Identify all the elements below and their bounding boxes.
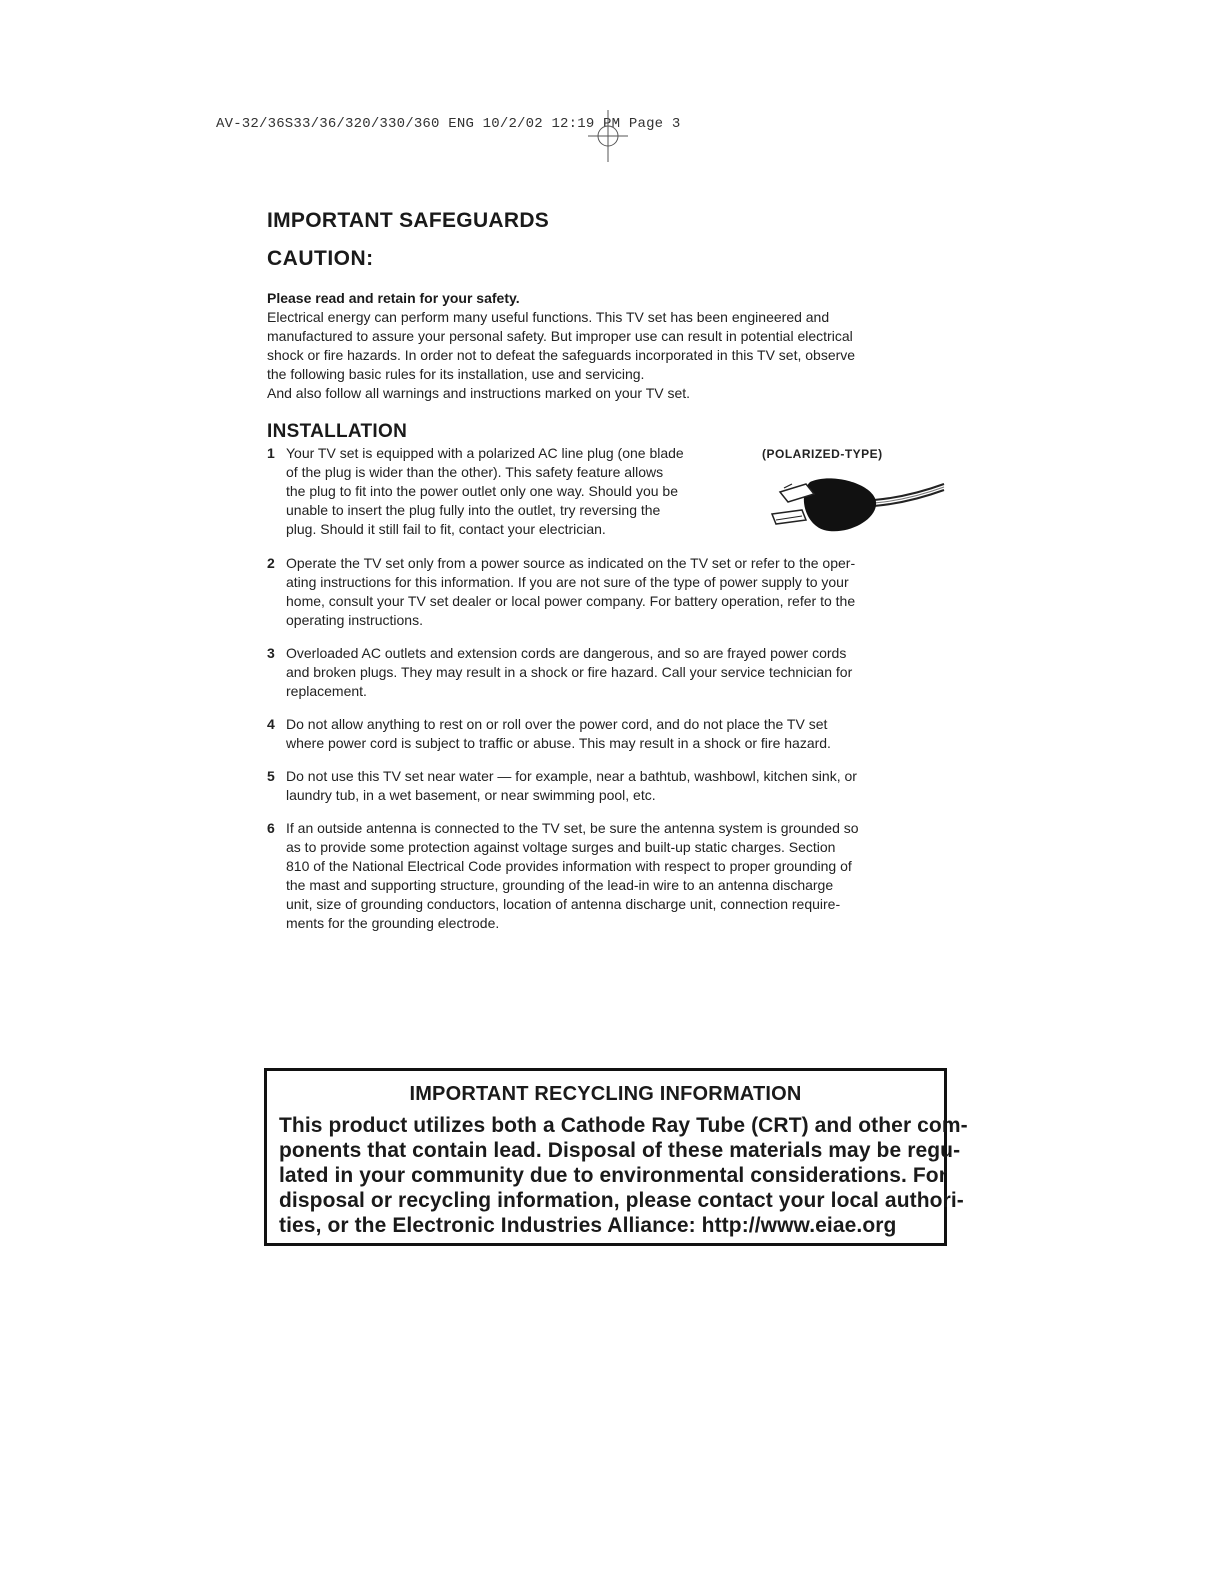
- installation-heading: INSTALLATION: [267, 421, 408, 442]
- rule-number: 5: [267, 768, 275, 784]
- rule-line: Your TV set is equipped with a polarized AC line plug (one blade: [286, 445, 684, 461]
- rule-line: ating instructions for this information. If you are not sure of the type of power supply to your: [286, 574, 849, 590]
- rule-line: the mast and supporting structure, grounding of the lead-in wire to an antenna discharge: [286, 877, 834, 893]
- rule-line: home, consult your TV set dealer or local power company. For battery operation, refer to the: [286, 593, 856, 609]
- rule-item-2: [267, 554, 947, 630]
- rule-number: 6: [267, 820, 275, 836]
- page-title: IMPORTANT SAFEGUARDS: [267, 209, 550, 232]
- rule-line: unit, size of grounding conductors, location of antenna discharge unit, connection require-: [286, 896, 841, 912]
- rule-line: and broken plugs. They may result in a shock or fire hazard. Call your service technician for: [286, 664, 853, 680]
- rule-line: operating instructions.: [286, 612, 423, 628]
- intro-paragraph: [267, 308, 947, 403]
- registration-mark-icon: [588, 110, 628, 162]
- intro-line: shock or fire hazards. In order not to defeat the safeguards incorporated in this TV set, observe: [267, 347, 856, 363]
- recycling-title: IMPORTANT RECYCLING INFORMATION: [409, 1083, 802, 1105]
- intro-line: And also follow all warnings and instructions marked on your TV set.: [267, 385, 691, 401]
- polarized-plug-figure: [762, 444, 947, 540]
- rule-line: unable to insert the plug fully into the outlet, try reversing the: [286, 502, 661, 518]
- polarized-plug-icon: [762, 470, 947, 540]
- rule-line: where power cord is subject to traffic or abuse. This may result in a shock or fire hazard.: [286, 735, 831, 751]
- rule-line: replacement.: [286, 683, 367, 699]
- intro-line: the following basic rules for its installation, use and servicing.: [267, 366, 645, 382]
- rule-line: Overloaded AC outlets and extension cords are dangerous, and so are frayed power cords: [286, 645, 847, 661]
- rule-line: as to provide some protection against voltage surges and built-up static charges. Section: [286, 839, 836, 855]
- recycling-notice-box: [264, 1068, 968, 1246]
- recycling-line: This product utilizes both a Cathode Ray Tube (CRT) and other com-: [279, 1114, 968, 1137]
- rule-line: Operate the TV set only from a power source as indicated on the TV set or refer to the oper-: [286, 555, 856, 571]
- rule-number: 1: [267, 445, 275, 461]
- sub-heading: Please read and retain for your safety.: [267, 290, 520, 306]
- rule-item-3: [267, 644, 947, 701]
- recycling-line: disposal or recycling information, please contact your local authori-: [279, 1189, 964, 1212]
- rule-item-5: [267, 767, 947, 805]
- recycling-line: ties, or the Electronic Industries Alliance: http://www.eiae.org: [279, 1214, 897, 1237]
- intro-line: manufactured to assure your personal safety. But improper use can result in potential electrical: [267, 328, 853, 344]
- rule-text: [286, 444, 756, 540]
- rule-line: Do not use this TV set near water — for example, near a bathtub, washbowl, kitchen sink, or: [286, 768, 857, 784]
- print-slug: AV-32/36S33/36/320/330/360 ENG 10/2/02 12:19 PM Page 3: [216, 116, 681, 132]
- caution-heading: CAUTION:: [267, 247, 374, 270]
- rule-line: laundry tub, in a wet basement, or near swimming pool, etc.: [286, 787, 656, 803]
- rule-line: of the plug is wider than the other). This safety feature allows: [286, 464, 664, 480]
- rule-item-4: [267, 715, 947, 753]
- rule-number: 2: [267, 555, 275, 571]
- recycling-line: ponents that contain lead. Disposal of these materials may be regu-: [279, 1139, 961, 1162]
- intro-line: Electrical energy can perform many useful functions. This TV set has been engineered and: [267, 309, 830, 325]
- rule-number: 4: [267, 716, 275, 732]
- rule-line: the plug to fit into the power outlet only one way. Should you be: [286, 483, 678, 499]
- rule-line: 810 of the National Electrical Code provides information with respect to proper grounding of: [286, 858, 852, 874]
- rule-line: ments for the grounding electrode.: [286, 915, 500, 931]
- plug-label: (POLARIZED-TYPE): [762, 447, 883, 461]
- rule-line: Do not allow anything to rest on or roll over the power cord, and do not place the TV set: [286, 716, 828, 732]
- safeguards-section: [267, 206, 947, 933]
- recycling-line: lated in your community due to environmental considerations. For: [279, 1164, 947, 1187]
- rule-line: plug. Should it still fail to fit, contact your electrician.: [286, 521, 606, 537]
- rule-item-1: [267, 444, 947, 540]
- rule-number: 3: [267, 645, 275, 661]
- rule-line: If an outside antenna is connected to the TV set, be sure the antenna system is grounded so: [286, 820, 859, 836]
- recycling-text: [279, 1113, 968, 1238]
- rule-item-6: [267, 819, 947, 933]
